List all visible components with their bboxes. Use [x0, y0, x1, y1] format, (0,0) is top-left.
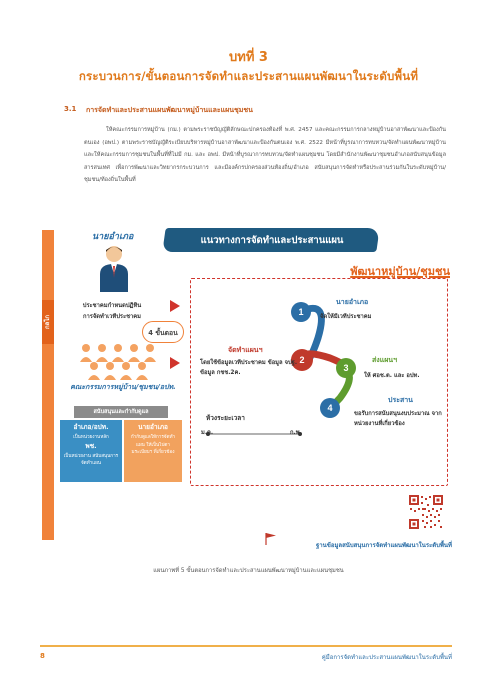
- step-1-text: จัดให้มีเวทีประชาคม: [320, 314, 372, 320]
- arrow-right-icon: [170, 300, 180, 312]
- step-2-head: จัดทำแผนฯ: [228, 346, 263, 354]
- step-4-head: ประสาน: [388, 396, 413, 404]
- meeting-line-1: ประชาคมกำหนดปฏิทิน: [82, 303, 142, 309]
- footer-divider: [40, 645, 452, 647]
- committee-label: คณะกรรมการหมู่บ้าน/ชุมชน/อปท.: [70, 383, 176, 391]
- side-bar: [42, 230, 54, 540]
- district-chief-icon: [96, 244, 132, 292]
- arrow-right-icon: [170, 357, 180, 369]
- section-number: 3.1: [64, 105, 77, 113]
- side-tab-label: กลไก: [44, 315, 51, 329]
- banner-subtitle: พัฒนาหมู่บ้าน/ชุมชน: [350, 265, 450, 278]
- section-title: การจัดทำและประสานแผนพัฒนาหมู่บ้านและแผนชุมชน: [86, 106, 253, 114]
- district-chief-label: นายอำเภอ: [92, 232, 134, 242]
- step-4-text: ขอรับการสนับสนุนงบประมาณ จากหน่วยงานที่เกี่ยวข้อง: [354, 411, 442, 427]
- step-num-3: 3: [343, 363, 349, 373]
- timeline-start: ม.ค.: [201, 430, 214, 436]
- steps-bubble: 4 ขั้นตอน: [142, 321, 184, 343]
- timeline-label: ห้วงระยะเวลา: [206, 414, 245, 422]
- people-group-icon: [74, 340, 164, 380]
- support-right-title: นายอำเภอ: [138, 423, 168, 431]
- qr-code-icon: [408, 494, 444, 530]
- chapter-title: กระบวนการ/ขั้นตอนการจัดทำและประสานแผนพัฒนาในระดับพื้นที่: [78, 69, 419, 83]
- page-number: 8: [40, 652, 45, 660]
- support-left-body-1: เป็นหน่วยงานหลัก: [73, 435, 109, 440]
- step-num-2: 2: [299, 355, 305, 365]
- meeting-line-2: การจัดทำเวทีประชาคม: [83, 314, 141, 320]
- step-2-text: โดยใช้ข้อมูลเวทีประชาคม ข้อมูล จปฐ. ข้อมูล กชช.2ค.: [200, 360, 298, 376]
- footer-text: คู่มือการจัดทำและประสานแผนพัฒนาในระดับพื้นที่: [321, 654, 452, 661]
- qr-note: ฐานข้อมูลสนับสนุนการจัดทำแผนพัฒนาในระดับพื้นที่: [315, 542, 452, 549]
- support-right-body: กำกับดูแลให้การจัดทำแผน ให้เป็นไปตามระเบียบฯ ที่เกี่ยวข้อง: [130, 435, 176, 455]
- process-diagram: [190, 278, 448, 486]
- support-left-box: [60, 420, 122, 482]
- step-3-head: ส่งแผนฯ: [372, 356, 398, 364]
- support-left-body-2: เป็นหน่วยงาน สนับสนุนการจัดทำแผน: [63, 453, 119, 466]
- support-header: สนับสนุนและกำกับดูแล: [74, 406, 168, 418]
- flag-icon: [264, 532, 278, 546]
- support-right-box: [124, 420, 182, 482]
- side-tab: [42, 300, 54, 344]
- banner-title: แนวทางการจัดทำและประสานแผน: [200, 235, 344, 246]
- step-3-text: ให้ ศอช.ต. และ อปท.: [364, 373, 420, 379]
- section-paragraph: ให้คณะกรรมการหมู่บ้าน (กม.) ตามพระราชบัญญัติลักษณะปกครองท้องที่ พ.ศ. 2457 และคณะกรรมการกลางหมู่บ้านอาสาพัฒนาและป้องกันตนเอง (อพป.) ตามพระราชบัญญัติระเบียบบริหารหมู่บ้านอาสาพัฒนาและป้องกันตนเอง พ.ศ. 2522 มีหน้าที่บูรณาการทบทวน/จัดทำแผนพัฒนาหมู่บ้าน และให้คณะกรรมการชุมชนในพื้นที่ที่ไม่มี กม. และ อพป. มีหน้าที่บูรณาการทบทวน/จัดทำแผนชุมชน โดยมีสำนักงานพัฒนาชุมชนอำเภอสนับสนุนข้อมูลสารสนเทศ เพื่อการพัฒนาและวิทยากรกระบวนการ และมีองค์กรปกครองส่วนท้องถิ่น/อำเภอ สนับสนุนการจัดทำหรือประสานร่วมกันในระดับหมู่บ้าน/ชุมชน/ท้องถิ่นในพื้นที่: [84, 127, 446, 183]
- timeline-end: ก.พ.: [290, 430, 302, 436]
- support-left-title-2: พช.: [85, 441, 97, 450]
- step-num-1: 1: [298, 307, 304, 317]
- step-1-head: นายอำเภอ: [336, 298, 369, 306]
- support-left-title-1: อำเภอ/อปท.: [73, 423, 109, 431]
- figure-caption: แผนภาพที่ 5 ขั้นตอนการจัดทำและประสานแผนพัฒนาหมู่บ้านและแผนชุมชน: [153, 568, 344, 574]
- chapter-heading: บทที่ 3: [229, 50, 268, 65]
- step-num-4: 4: [327, 403, 333, 413]
